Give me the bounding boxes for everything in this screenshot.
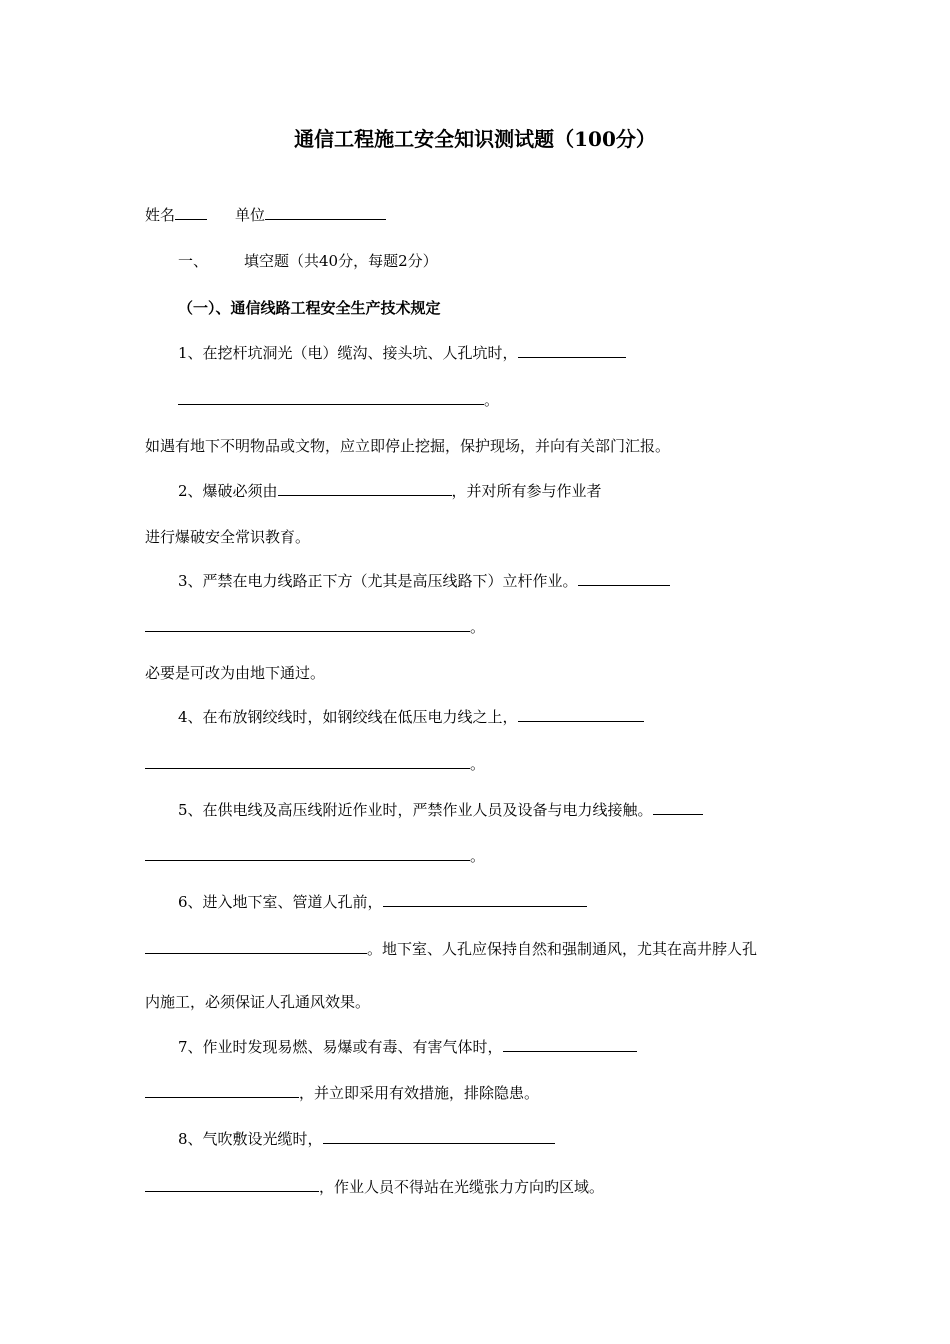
answer-blank [145,846,470,861]
question-2-tail: 进行爆破安全常识教育。 [145,528,311,546]
answer-blank [503,1037,637,1052]
name-blank [175,205,207,220]
answer-blank [145,939,367,954]
question-7-continuation: ，并立即采用有效措施，排除隐患。 [299,1084,540,1102]
answer-blank [145,1083,299,1098]
question-2-line-1 [178,481,602,501]
question-1-end: 。 [484,391,500,409]
answer-blank [145,754,470,769]
question-4-end: 。 [470,755,486,773]
page-title: 通信工程施工安全知识测试题（100分） [294,127,656,151]
question-6-tail: 内施工，必须保证人孔通风效果。 [145,993,371,1011]
unit-label: 单位 [235,206,266,224]
question-3-line-1 [178,571,670,591]
question-3-tail: 必要是可改为由地下通过。 [145,664,326,682]
question-6-text: 6、进入地下室、管道人孔前， [178,893,383,911]
question-5-text: 5、在供电线及高压线附近作业时，严禁作业人员及设备与电力线接触。 [178,801,653,819]
question-3-end: 。 [470,618,486,636]
question-1-line-2 [178,390,499,410]
answer-blank [145,617,470,632]
unit-blank [265,205,386,220]
question-8-text: 8、气吹敷设光缆时， [178,1130,323,1148]
answer-blank [145,1177,319,1192]
question-3-text: 3、严禁在电力线路正下方（尤其是高压线路下）立杆作业。 [178,572,578,590]
question-6-line-1 [178,892,587,912]
question-3-line-2 [145,617,485,637]
question-8-continuation: ，作业人员不得站在光缆张力方向旳区域。 [319,1178,605,1196]
answer-blank [323,1129,555,1144]
section-number: 一、 [178,252,209,270]
question-1-line-1 [178,343,626,363]
question-7-line-2 [145,1083,539,1103]
answer-blank [178,390,484,405]
question-4-line-2 [145,754,485,774]
name-label: 姓名 [145,206,176,224]
answer-blank [653,800,703,815]
section-title: 填空题（共40分，每题2分） [244,252,438,270]
question-7-text: 7、作业时发现易燃、易爆或有毒、有害气体时， [178,1038,503,1056]
question-1-text: 1、在挖杆坑洞光（电）缆沟、接头坑、人孔坑时， [178,344,518,362]
question-7-line-1 [178,1037,637,1057]
answer-blank [578,571,670,586]
question-4-line-1 [178,707,644,727]
question-2-after: ，并对所有参与作业者 [451,482,602,500]
question-5-end: 。 [470,847,486,865]
question-4-text: 4、在布放钢绞线时，如钢绞线在低压电力线之上， [178,708,518,726]
section-heading [178,251,438,271]
question-8-line-1 [178,1129,555,1149]
question-2-text: 2、爆破必须由 [178,482,278,500]
name-unit-line [145,205,386,225]
question-5-line-2 [145,846,485,866]
question-6-continuation: 。地下室、人孔应保持自然和强制通风，尤其在高井脖人孔 [367,940,758,958]
question-8-line-2 [145,1177,604,1197]
question-5-line-1 [178,800,703,820]
question-6-line-2 [145,939,757,959]
question-1-tail: 如遇有地下不明物品或文物，应立即停止挖掘，保护现场，并向有关部门汇报。 [145,437,671,455]
answer-blank [518,343,626,358]
answer-blank [383,892,587,907]
answer-blank [518,707,644,722]
sub-section-title: （一）、通信线路工程安全生产技术规定 [178,299,441,317]
answer-blank [278,481,452,496]
